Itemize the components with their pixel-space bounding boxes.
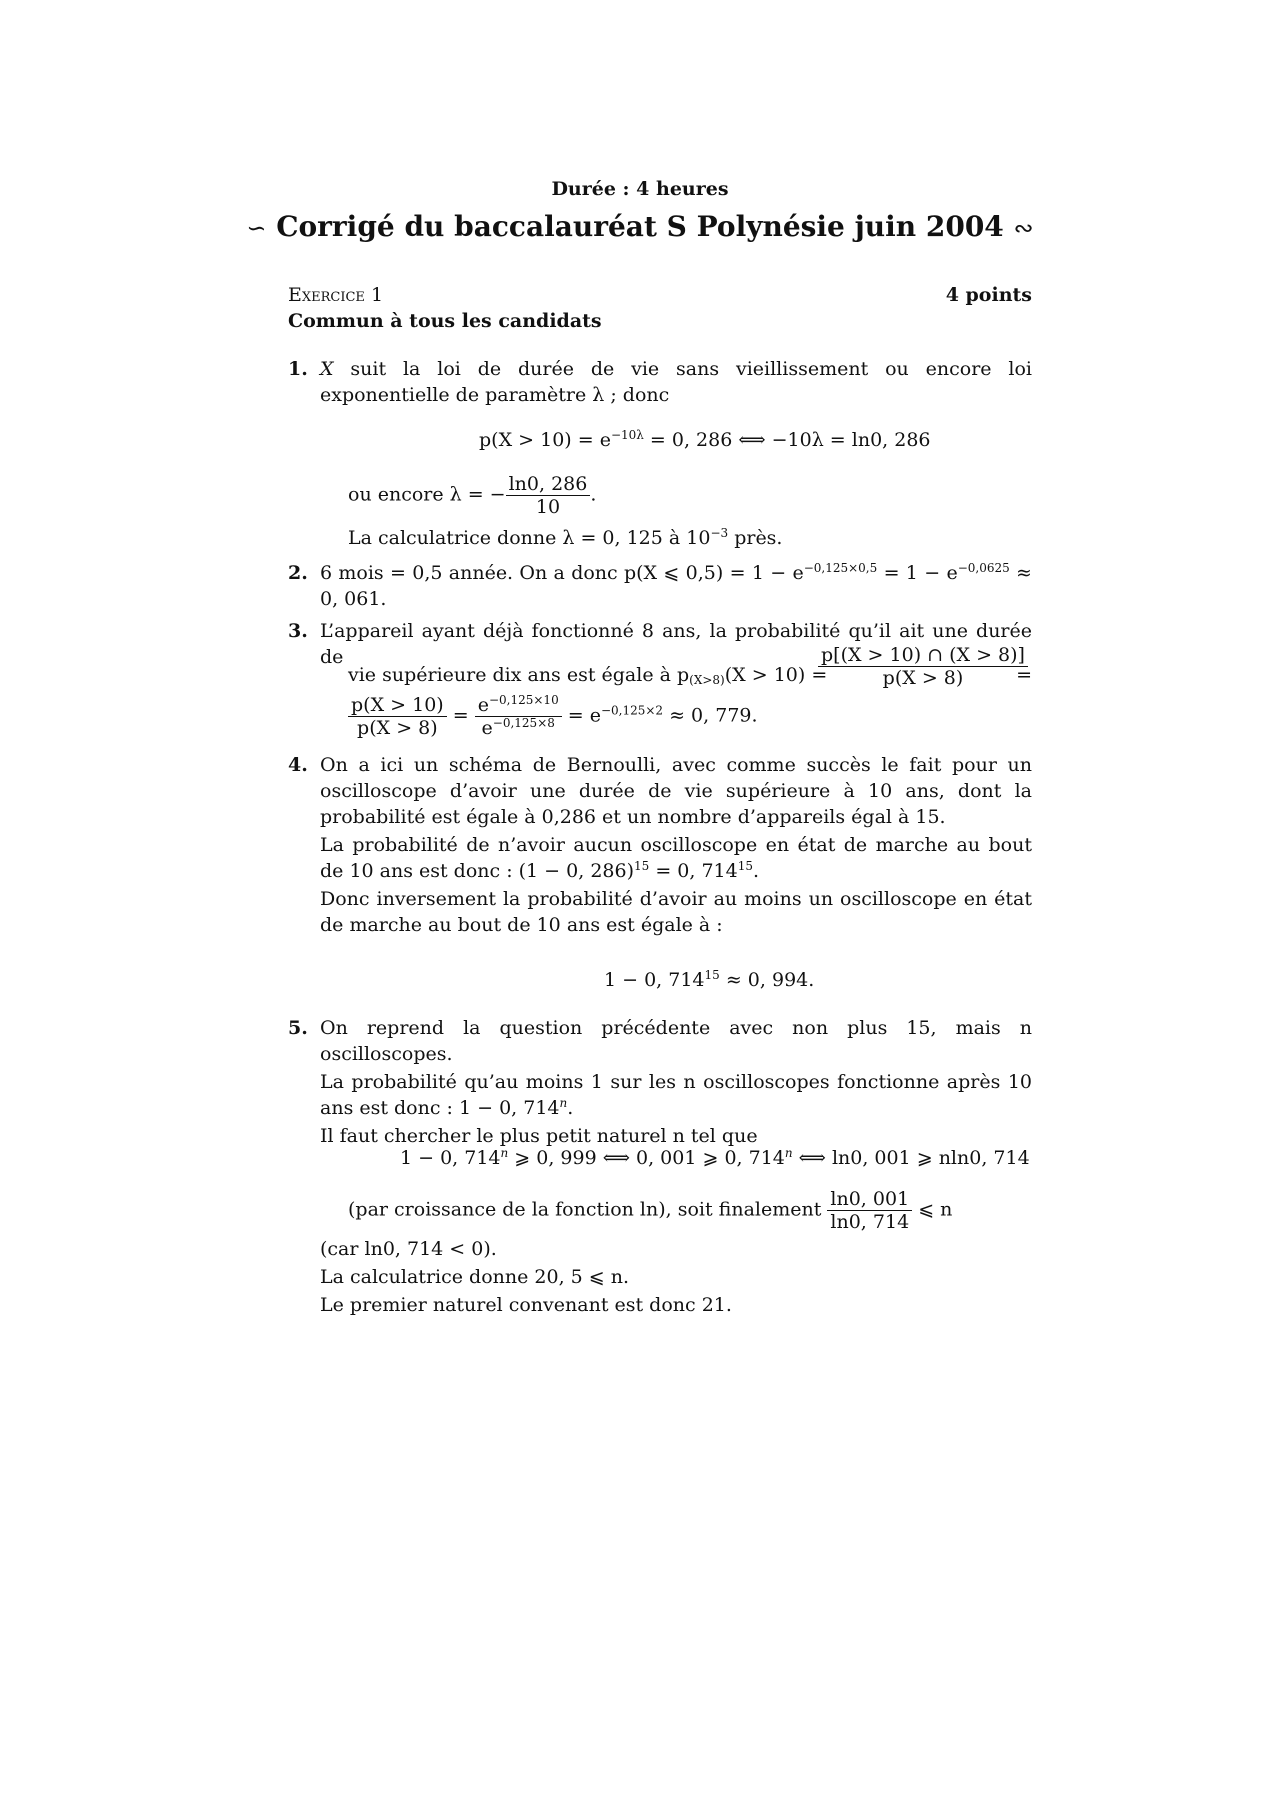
q4-paragraph-2: La probabilité de n’avoir aucun oscilloscope en état de marche au bout de 10 ans est donc : (1 − 0, 286)$^{15}$ = 0, $714^{15}$.: [320, 834, 1032, 882]
q5-final-inequality: (par croissance de la fonction ln), soit finalement $\frac{\ln 0, 001}{\ln 0, 714}$ ⩽ n: [348, 1188, 953, 1233]
exercise-label: Exercice 1: [288, 284, 384, 306]
q1-equation: $p(X > 10) = e^{-10\lambda} = 0$, 286 ⟺ −10λ = ln0, 286: [479, 428, 931, 451]
duration-line: Durée : 4 heures: [551, 178, 729, 200]
q4-result-equation: 1 − 0, $714^{15} \approx 0$, 994.: [604, 968, 815, 991]
question-number: 5.: [288, 1017, 308, 1039]
question-number: 4.: [288, 754, 308, 776]
question-text: X suit la loi de durée de vie sans vieillissement ou encore loi exponentielle de paramètre λ ; donc: [320, 358, 1032, 406]
question-number: 1.: [288, 358, 308, 380]
exercise-audience: Commun à tous les candidats: [288, 310, 602, 332]
question-number: 2.: [288, 562, 308, 584]
exercise-points: 4 points: [945, 284, 1032, 306]
question-text: On reprend la question précédente avec non plus 15, mais n oscilloscopes.: [320, 1017, 1032, 1065]
q5-paragraph-2: La probabilité qu’au moins 1 sur les n oscilloscopes fonctionne après 10 ans est donc : 1 − 0, 714$^n$.: [320, 1071, 1032, 1119]
question-text: L’appareil ayant déjà fonctionné 8 ans, la probabilité qu’il ait une durée de: [320, 620, 1032, 668]
q3-fraction-1: $\frac{p[(X > 10) \cap (X > 8)]}{p(X > 8)}$: [818, 644, 1028, 689]
q5-paragraph-6: La calculatrice donne 20, 5 ⩽ n.: [320, 1266, 630, 1288]
q5-conclusion: [320, 1236, 1032, 1320]
q1-calculator-result: La calculatrice donne λ = 0, 125 à $10^{-3}$ près.: [348, 526, 783, 549]
page-title: [0, 210, 1280, 243]
question-text: 6 mois = 0,5 année. On a donc p(X ⩽ $0,5) = 1 - e^{-0,125\times 0,5} = 1 - e^{-0,0625} \approx 0$, 061.: [320, 561, 1032, 610]
q5-paragraph-5: (car ln0, 714 < 0).: [320, 1238, 497, 1260]
exercise-header: [288, 284, 1032, 306]
q5-inequality-chain: 1 − 0, 714$^n$ ⩾ 0, 999 ⟺ 0, 001 ⩾ 0, 714$^n$ ⟺ ln0, 001 ⩾ nln0, 714: [400, 1146, 1030, 1169]
ornament-right-icon: ∾: [1013, 214, 1034, 242]
q5-fraction: $\frac{\ln 0, 001}{\ln 0, 714}$: [827, 1188, 912, 1233]
document-page: Durée : 4 heures ∽ Corrigé du baccalauréat S Polynésie juin 2004 ∾ Exercice 1 4 points Commun à tous les candidats 1. X suit la loi de durée de vie sans vieillissement ou encore loi exponentielle de paramètre λ ; donc $p(X > 10) = e^{-10\lambda} = 0$, 286 ⟺ −10λ = ln0, 286 ou encore λ = − $\frac{\ln 0, 286}{10}$ . La calculatrice donne λ = 0, 125 à $10^{-3}$ près. 2. 6 mois = 0,5 année. On a donc p(X ⩽ $0,5) = 1 - e^{-0,125\times 0,5} = 1 - e^{-0,0625} \approx 0$, 061. 3. L’appareil ayant déjà fonctionné 8 ans, la probabilité qu’il ait une durée de vie supérieure dix ans est égale à $p_{(X>8)}(X > 10)$ = $\frac{p[(X > 10) \cap (X > 8)]}{p(X > 8)}$ = $\frac{p(X > 10)}{p(X > 8)}$ = $\frac{e^{-0,125\times 10}}{e^{-0,125\times 8}}$ = $e^{-0,125\times 2} \approx 0$, 779. 4. On a ici un schéma de Bernoulli, avec comme succès le fait pour un oscilloscope d’avoir une durée de vie supérieure à 10 ans, dont la probabilité est égale à 0,286 et un nombre d’appareils égal à 15. La probabilité de n’avoir aucun oscilloscope en état de marche au bout de 10 ans est donc : (1 − 0, 286)$^{15}$ = 0, $714^{15}$. Donc inversement la probabilité d’avoir au moins un oscilloscope en état de marche au bout de 10 ans est égale à : 1 − 0, $714^{15} \approx 0$, 994. 5. On reprend la question précédente avec non plus 15, mais n oscilloscopes. La probabilité qu’au moins 1 sur les n oscilloscopes fonctionne après 10 ans est donc : 1 − 0, 714$^n$. Il faut chercher le plus petit naturel n tel que 1 − 0, 714$^n$ ⩾ 0, 999 ⟺ 0, 001 ⩾ 0, 714$^n$ ⟺ ln0, 001 ⩾ nln0, 714 (par croissance de la fonction ln), soit finalement $\frac{\ln 0, 001}{\ln 0, 714}$ ⩽ n (car ln0, 714 < 0). La calculatrice donne 20, 5 ⩽ n. Le premier naturel convenant est donc 21.: [0, 0, 1280, 1811]
q1-fraction: $\frac{\ln 0, 286}{10}$: [506, 473, 591, 518]
q1-lambda-expression: ou encore λ = − $\frac{\ln 0, 286}{10}$ .: [348, 473, 597, 518]
question-1: [288, 356, 1032, 408]
q4-paragraph-3: Donc inversement la probabilité d’avoir au moins un oscilloscope en état de marche au bout de 10 ans est égale à :: [320, 888, 1032, 936]
question-4: [288, 752, 1032, 940]
ornament-left-icon: ∽: [246, 214, 267, 242]
q5-paragraph-3: Il faut chercher le plus petit naturel n tel que: [320, 1125, 758, 1147]
question-5: [288, 1015, 1032, 1151]
q3-fraction-2: $\frac{p(X > 10)}{p(X > 8)}$: [348, 694, 447, 739]
q3-fraction-3: $\frac{e^{-0,125\times 10}}{e^{-0,125\times 8}}$: [475, 694, 562, 739]
q3-ratio-line: $\frac{p(X > 10)}{p(X > 8)}$ = $\frac{e^{-0,125\times 10}}{e^{-0,125\times 8}}$ = $e^{-0,125\times 2} \approx 0$, 779.: [348, 694, 758, 739]
question-number: 3.: [288, 620, 308, 642]
question-2: [288, 560, 1032, 612]
question-text: On a ici un schéma de Bernoulli, avec comme succès le fait pour un oscilloscope d’avoir une durée de vie supérieure à 10 ans, dont la probabilité est égale à 0,286 et un nombre d’appareils égal à 15.: [320, 754, 1032, 828]
q5-paragraph-7: Le premier naturel convenant est donc 21.: [320, 1294, 732, 1316]
title-text: Corrigé du baccalauréat S Polynésie juin 2004: [276, 210, 1004, 243]
